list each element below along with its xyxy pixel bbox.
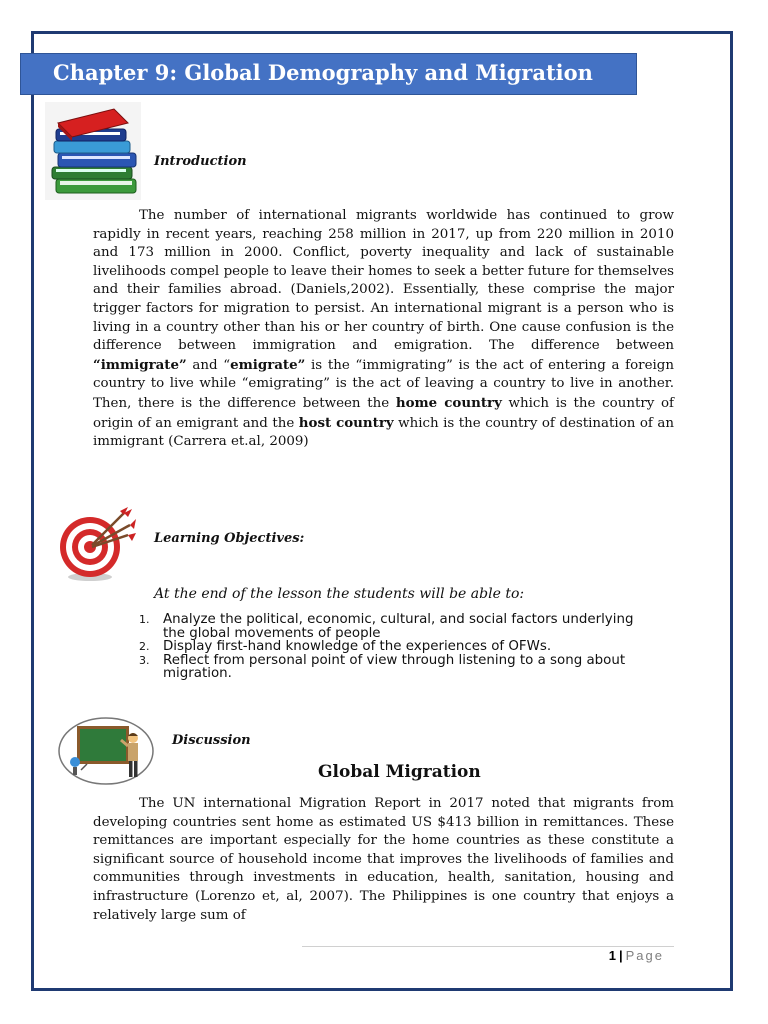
intro-text-5: which is the country of destination of an immigrant (Carrera et.al, 2009) bbox=[93, 415, 674, 450]
term-host-country: host country bbox=[298, 414, 394, 431]
intro-text-4: which is the country of origin of an emigrant and the bbox=[93, 395, 674, 431]
discussion-paragraph bbox=[93, 795, 674, 925]
objective-text: Display first-hand knowledge of the experiences of OFWs. bbox=[163, 639, 552, 654]
objective-text: Analyze the political, economic, cultural, and social factors underlying the global movements of people bbox=[163, 612, 634, 641]
objective-item bbox=[139, 613, 659, 640]
chapter-title-banner: Chapter 9: Global Demography and Migration bbox=[20, 53, 637, 95]
footer-rule bbox=[302, 946, 674, 947]
global-migration-title: Global Migration bbox=[318, 762, 481, 782]
introduction-heading: Introduction bbox=[154, 154, 247, 169]
objectives-list bbox=[139, 613, 659, 681]
intro-text-3: is the “immigrating” is the act of entering a foreign country to live while “emigrating” is the act of leaving a country to live in another. Then, there is the difference between the bbox=[93, 357, 674, 411]
teacher-chalkboard-icon bbox=[57, 716, 155, 786]
objective-number: 1. bbox=[139, 613, 150, 626]
page-footer bbox=[609, 948, 664, 963]
footer-separator: | bbox=[618, 948, 623, 963]
target-arrows-icon bbox=[54, 505, 136, 585]
term-emigrate: emigrate” bbox=[230, 356, 306, 373]
objective-number: 3. bbox=[139, 653, 150, 667]
learning-objectives-heading: Learning Objectives: bbox=[154, 531, 305, 546]
term-immigrate: “immigrate” bbox=[93, 356, 187, 373]
objectives-lead-text: At the end of the lesson the students will be able to: bbox=[154, 586, 525, 602]
page-label: Page bbox=[625, 948, 664, 963]
term-home-country: home country bbox=[395, 394, 502, 411]
objective-number: 2. bbox=[139, 640, 150, 653]
discussion-heading: Discussion bbox=[172, 733, 251, 748]
intro-text-1: The number of international migrants worldwide has continued to grow rapidly in recent years, reaching 258 million in 2017, up from 220 million in 2010 and 173 million in 2000. Conflict, poverty inequality and lack of sustainable livelihoods compel people to leave their homes to seek a better future for themselves and their families abroad. (Daniels,2002). Essentially, these comprise the major trigger factors for migration to persist. An international migrant is a person who is living in a country other than his or her country of birth. One cause confusion is the difference between immigration and emigration. The difference between bbox=[93, 208, 674, 354]
discussion-text: The UN international Migration Report in 2017 noted that migrants from developing countries sent home as estimated US $413 billion in remittances. These remittances are important especially for the home countries as these constitute a significant source of household income that improves the livelihoods of families and communities through investments in education, health, sanitation, housing and infrastructure (Lorenzo et, al, 2007). The Philippines is one country that enjoys a relatively large sum of bbox=[93, 796, 674, 923]
introduction-paragraph bbox=[93, 207, 674, 452]
page-number: 1 bbox=[608, 948, 616, 963]
objective-item bbox=[139, 640, 659, 654]
books-stack-icon bbox=[44, 101, 142, 201]
objective-item bbox=[139, 654, 659, 681]
objective-text: Reflect from personal point of view through listening to a song about migration. bbox=[163, 652, 626, 681]
intro-text-2: and “ bbox=[186, 357, 231, 373]
